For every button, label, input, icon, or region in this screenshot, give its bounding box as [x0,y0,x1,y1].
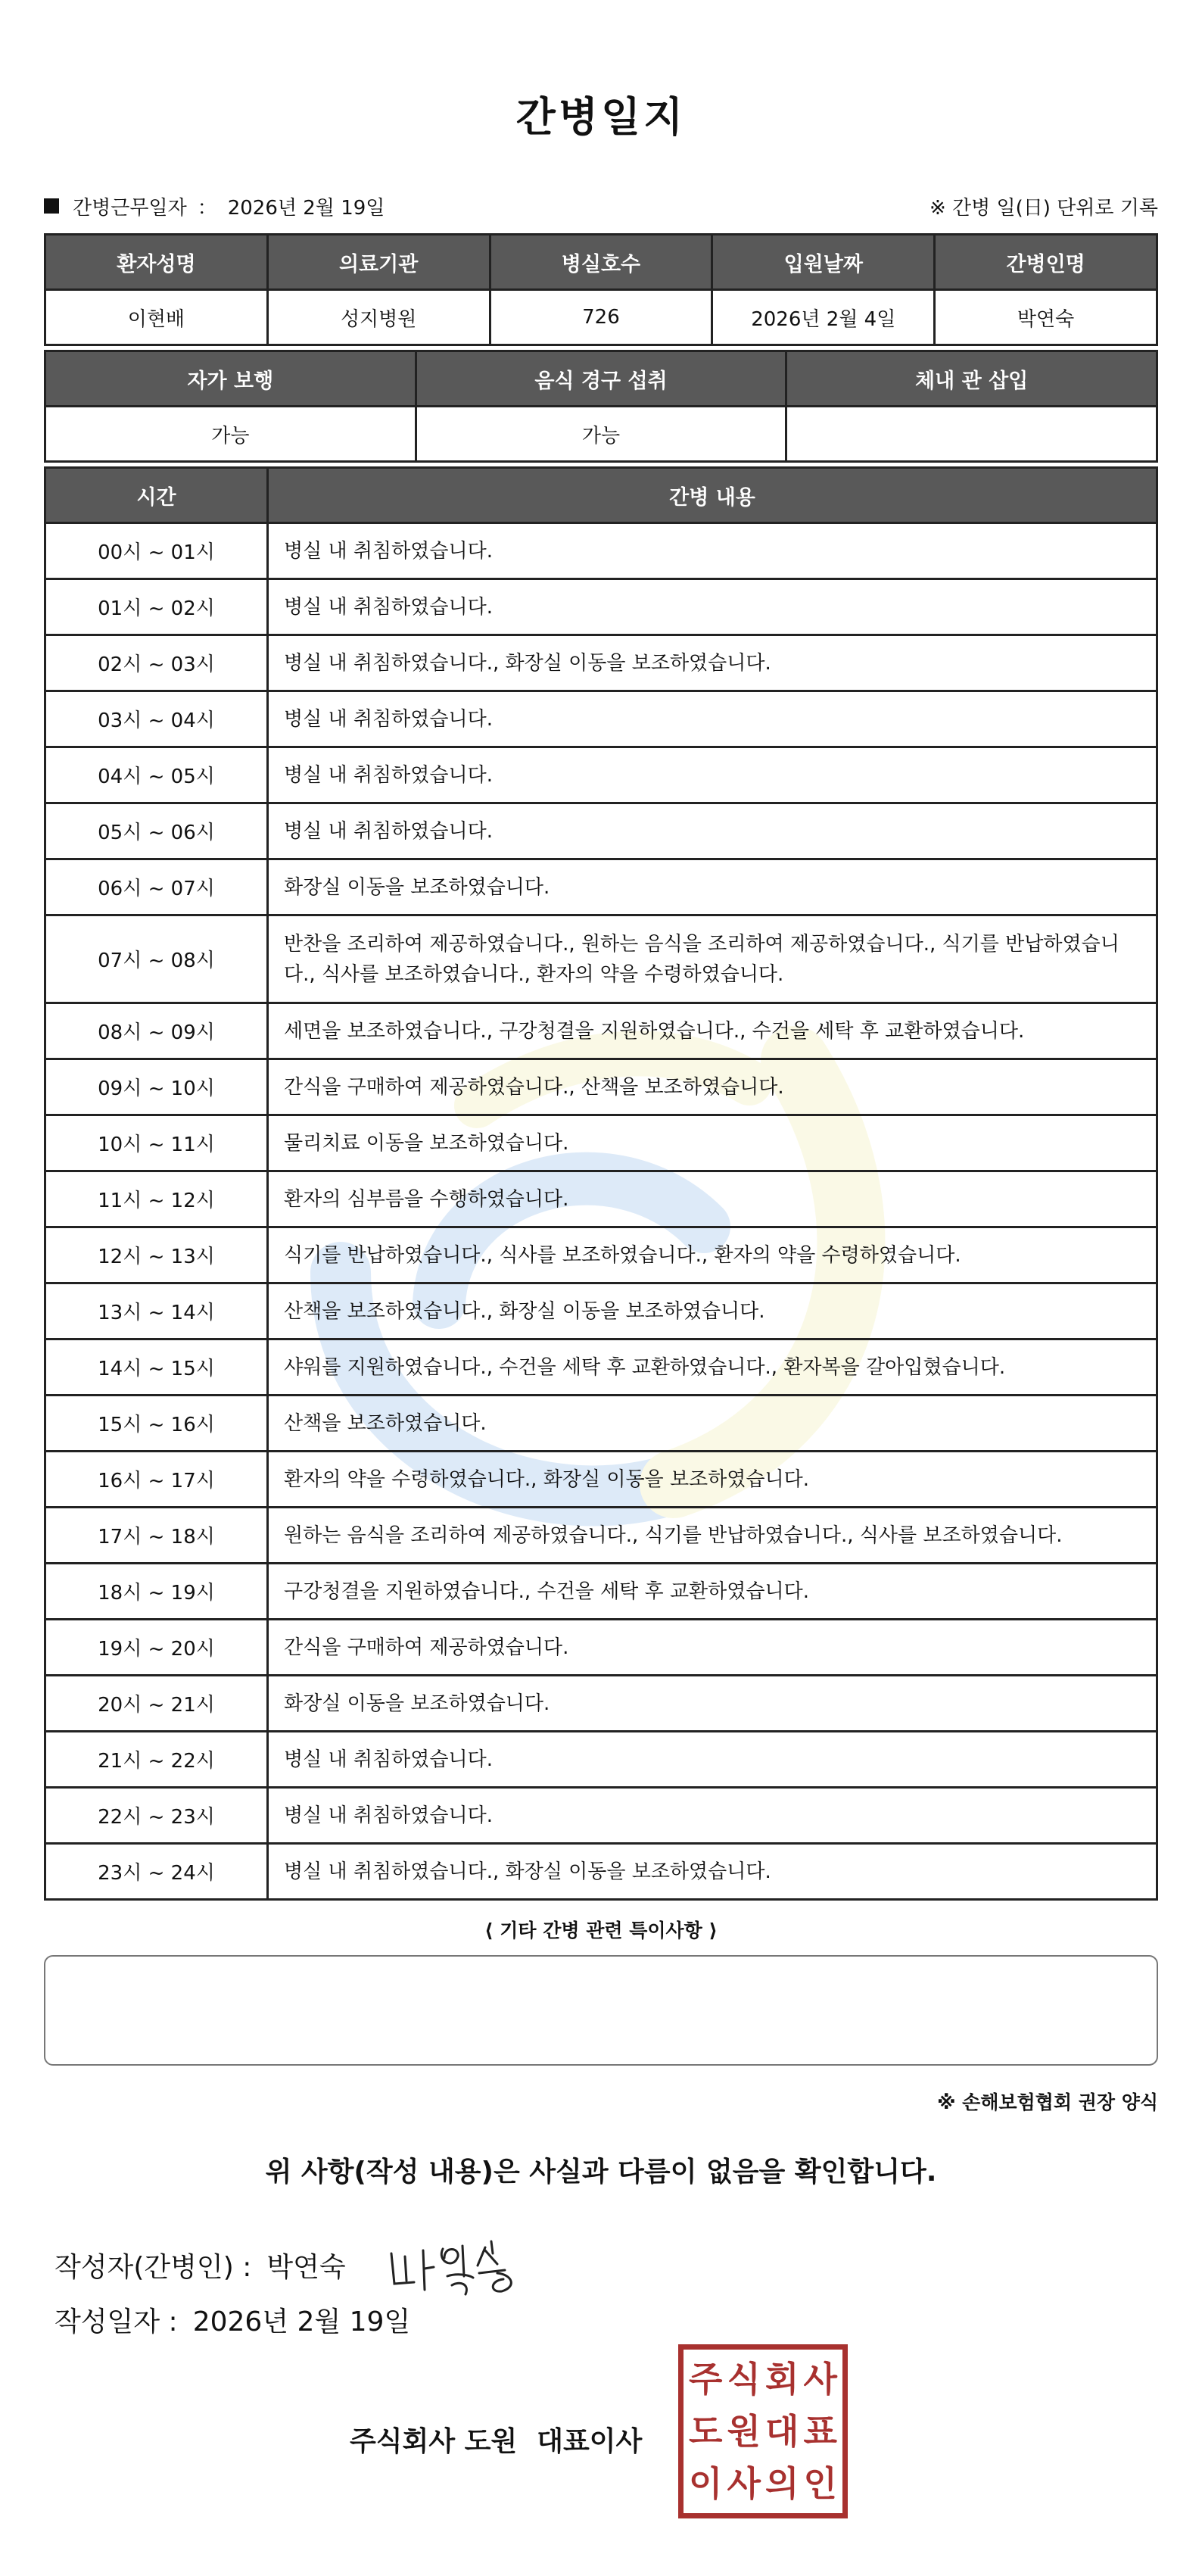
log-content-cell: 병실 내 취침하였습니다. [268,579,1157,635]
writer-name: 박연숙 [266,2251,346,2283]
room-number: 726 [490,290,712,345]
info-header-row [45,235,1157,290]
work-date-label: 간병근무일자 [73,196,187,220]
seal-character: 대 [765,2410,799,2452]
header-hospital: 의료기관 [267,235,490,290]
log-row [45,579,1157,635]
seal-character: 회 [765,2358,799,2400]
log-content-cell: 화장실 이동을 보조하였습니다. [268,1676,1157,1732]
log-content-cell: 화장실 이동을 보조하였습니다. [268,859,1157,915]
log-row [45,803,1157,859]
header-oral-intake: 음식 경구 섭취 [416,351,786,407]
log-content-cell: 환자의 심부름을 수행하였습니다. [268,1171,1157,1227]
seal-character: 인 [803,2463,837,2505]
log-row [45,1844,1157,1900]
hospital-name: 성지병원 [267,290,490,345]
log-row [45,915,1157,1003]
log-time-cell: 02시 ~ 03시 [45,635,268,691]
written-date-label: 작성일자 : [54,2306,178,2337]
seal-character: 식 [727,2358,761,2400]
log-time-cell: 10시 ~ 11시 [45,1115,268,1171]
log-time-cell: 14시 ~ 15시 [45,1339,268,1396]
header-patient-name: 환자성명 [45,235,268,290]
log-row [45,523,1157,579]
hourly-care-log-table [44,466,1158,1901]
log-content-cell: 식기를 반납하였습니다., 식사를 보조하였습니다., 환자의 약을 수령하였습니다. [268,1227,1157,1283]
patient-info-table [44,233,1158,346]
seal-character: 사 [803,2358,837,2400]
log-time-cell: 12시 ~ 13시 [45,1227,268,1283]
log-row [45,1171,1157,1227]
header-room-number: 병실호수 [490,235,712,290]
admission-date: 2026년 2월 4일 [712,290,935,345]
log-time-cell: 05시 ~ 06시 [45,803,268,859]
log-row [45,635,1157,691]
caregiver-name: 박연숙 [935,290,1157,345]
seal-character: 의 [765,2463,799,2505]
confirmation-statement: 위 사항(작성 내용)은 사실과 다름이 없음을 확인합니다. [265,2157,937,2188]
log-content-cell: 물리치료 이동을 보조하였습니다. [268,1115,1157,1171]
special-notes-caption: ⟨ 기타 간병 관련 특이사항 ⟩ [484,1920,718,1941]
log-content-cell: 병실 내 취침하였습니다. [268,523,1157,579]
log-content-cell: 산책을 보조하였습니다., 화장실 이동을 보조하였습니다. [268,1283,1157,1339]
handwritten-signature [384,2231,528,2299]
written-date-row [54,2300,410,2339]
log-content-cell: 병실 내 취침하였습니다. [268,747,1157,803]
log-row [45,1788,1157,1844]
log-time-cell: 16시 ~ 17시 [45,1452,268,1508]
writer-row [54,2231,528,2299]
log-content-cell: 병실 내 취침하였습니다. [268,691,1157,747]
log-row [45,1283,1157,1339]
log-content-cell: 원하는 음식을 조리하여 제공하였습니다., 식기를 반납하였습니다., 식사를 보조하였습니다. [268,1508,1157,1564]
log-row [45,1732,1157,1788]
log-time-cell: 06시 ~ 07시 [45,859,268,915]
company-seal-stamp [678,2344,848,2518]
log-time-cell: 00시 ~ 01시 [45,523,268,579]
log-content-cell: 세면을 보조하였습니다., 구강청결을 지원하였습니다., 수건을 세탁 후 교환하였습니다. [268,1003,1157,1059]
log-row [45,1059,1157,1115]
status-header-row [45,351,1157,407]
log-content-cell: 샤워를 지원하였습니다., 수건을 세탁 후 교환하였습니다., 환자복을 갈아입혔습니다. [268,1339,1157,1396]
log-content-cell: 병실 내 취침하였습니다. [268,803,1157,859]
special-notes-box [44,1955,1158,2066]
meta-row [44,192,1158,220]
seal-character: 도 [689,2410,723,2452]
oral-intake-value: 가능 [416,407,786,462]
log-content-cell: 간식을 구매하여 제공하였습니다. [268,1620,1157,1676]
log-time-cell: 15시 ~ 16시 [45,1396,268,1452]
log-row [45,1564,1157,1620]
square-bullet-icon [44,198,59,214]
log-time-cell: 21시 ~ 22시 [45,1732,268,1788]
info-value-row [45,290,1157,345]
header-caregiver-name: 간병인명 [935,235,1157,290]
log-row [45,1620,1157,1676]
log-time-cell: 19시 ~ 20시 [45,1620,268,1676]
seal-character: 원 [727,2410,761,2452]
log-content-cell: 병실 내 취침하였습니다., 화장실 이동을 보조하였습니다. [268,1844,1157,1900]
work-date [44,192,385,220]
log-content-cell: 산책을 보조하였습니다. [268,1396,1157,1452]
log-row [45,1508,1157,1564]
work-date-value: 2026년 2월 19일 [227,196,385,220]
log-time-cell: 11시 ~ 12시 [45,1171,268,1227]
log-content-cell: 반찬을 조리하여 제공하였습니다., 원하는 음식을 조리하여 제공하였습니다., 식기를 반납하였습니다., 식사를 보조하였습니다., 환자의 약을 수령하였습니다. [268,915,1157,1003]
log-row [45,859,1157,915]
work-date-separator: ： [197,196,217,220]
log-row [45,1339,1157,1396]
log-time-cell: 20시 ~ 21시 [45,1676,268,1732]
log-row [45,1003,1157,1059]
log-time-cell: 09시 ~ 10시 [45,1059,268,1115]
seal-character: 주 [689,2358,723,2400]
company-title: 대표이사 [537,2426,643,2457]
status-value-row [45,407,1157,462]
tube-insertion-value [786,407,1157,462]
patient-status-table [44,350,1158,463]
record-unit-note: ※ 간병 일(日) 단위로 기록 [929,196,1158,220]
log-time-cell: 04시 ~ 05시 [45,747,268,803]
log-header-row [45,468,1157,523]
document-title: 간병일지 [515,93,687,141]
log-content-cell: 병실 내 취침하였습니다., 화장실 이동을 보조하였습니다. [268,635,1157,691]
log-row [45,1676,1157,1732]
log-row [45,1115,1157,1171]
log-row [45,1227,1157,1283]
recommended-form-note: ※ 손해보험협회 권장 양식 [937,2091,1158,2113]
log-time-cell: 22시 ~ 23시 [45,1788,268,1844]
log-time-cell: 01시 ~ 02시 [45,579,268,635]
log-content-cell: 간식을 구매하여 제공하였습니다., 산책을 보조하였습니다. [268,1059,1157,1115]
log-row [45,1396,1157,1452]
header-self-walking: 자가 보행 [45,351,416,407]
patient-name: 이현배 [45,290,268,345]
log-content-cell: 병실 내 취침하였습니다. [268,1732,1157,1788]
log-row [45,691,1157,747]
log-time-cell: 08시 ~ 09시 [45,1003,268,1059]
log-content-cell: 병실 내 취침하였습니다. [268,1788,1157,1844]
header-admission-date: 입원날짜 [712,235,935,290]
written-date-value: 2026년 2월 19일 [192,2306,411,2337]
self-walking-value: 가능 [45,407,416,462]
writer-label: 작성자(간병인) : [54,2251,252,2283]
log-time-cell: 03시 ~ 04시 [45,691,268,747]
header-care-content: 간병 내용 [268,468,1157,523]
log-time-cell: 17시 ~ 18시 [45,1508,268,1564]
log-time-cell: 18시 ~ 19시 [45,1564,268,1620]
log-time-cell: 13시 ~ 14시 [45,1283,268,1339]
log-body [45,523,1157,1900]
log-row [45,1452,1157,1508]
log-time-cell: 23시 ~ 24시 [45,1844,268,1900]
seal-character: 표 [803,2410,837,2452]
seal-character: 이 [689,2463,723,2505]
log-content-cell: 구강청결을 지원하였습니다., 수건을 세탁 후 교환하였습니다. [268,1564,1157,1620]
company-name: 주식회사 도원 [350,2426,518,2457]
header-tube-insertion: 체내 관 삽입 [786,351,1157,407]
header-time: 시간 [45,468,268,523]
company-signature [350,2420,642,2459]
log-row [45,747,1157,803]
log-content-cell: 환자의 약을 수령하였습니다., 화장실 이동을 보조하였습니다. [268,1452,1157,1508]
log-time-cell: 07시 ~ 08시 [45,915,268,1003]
seal-character: 사 [727,2463,761,2505]
